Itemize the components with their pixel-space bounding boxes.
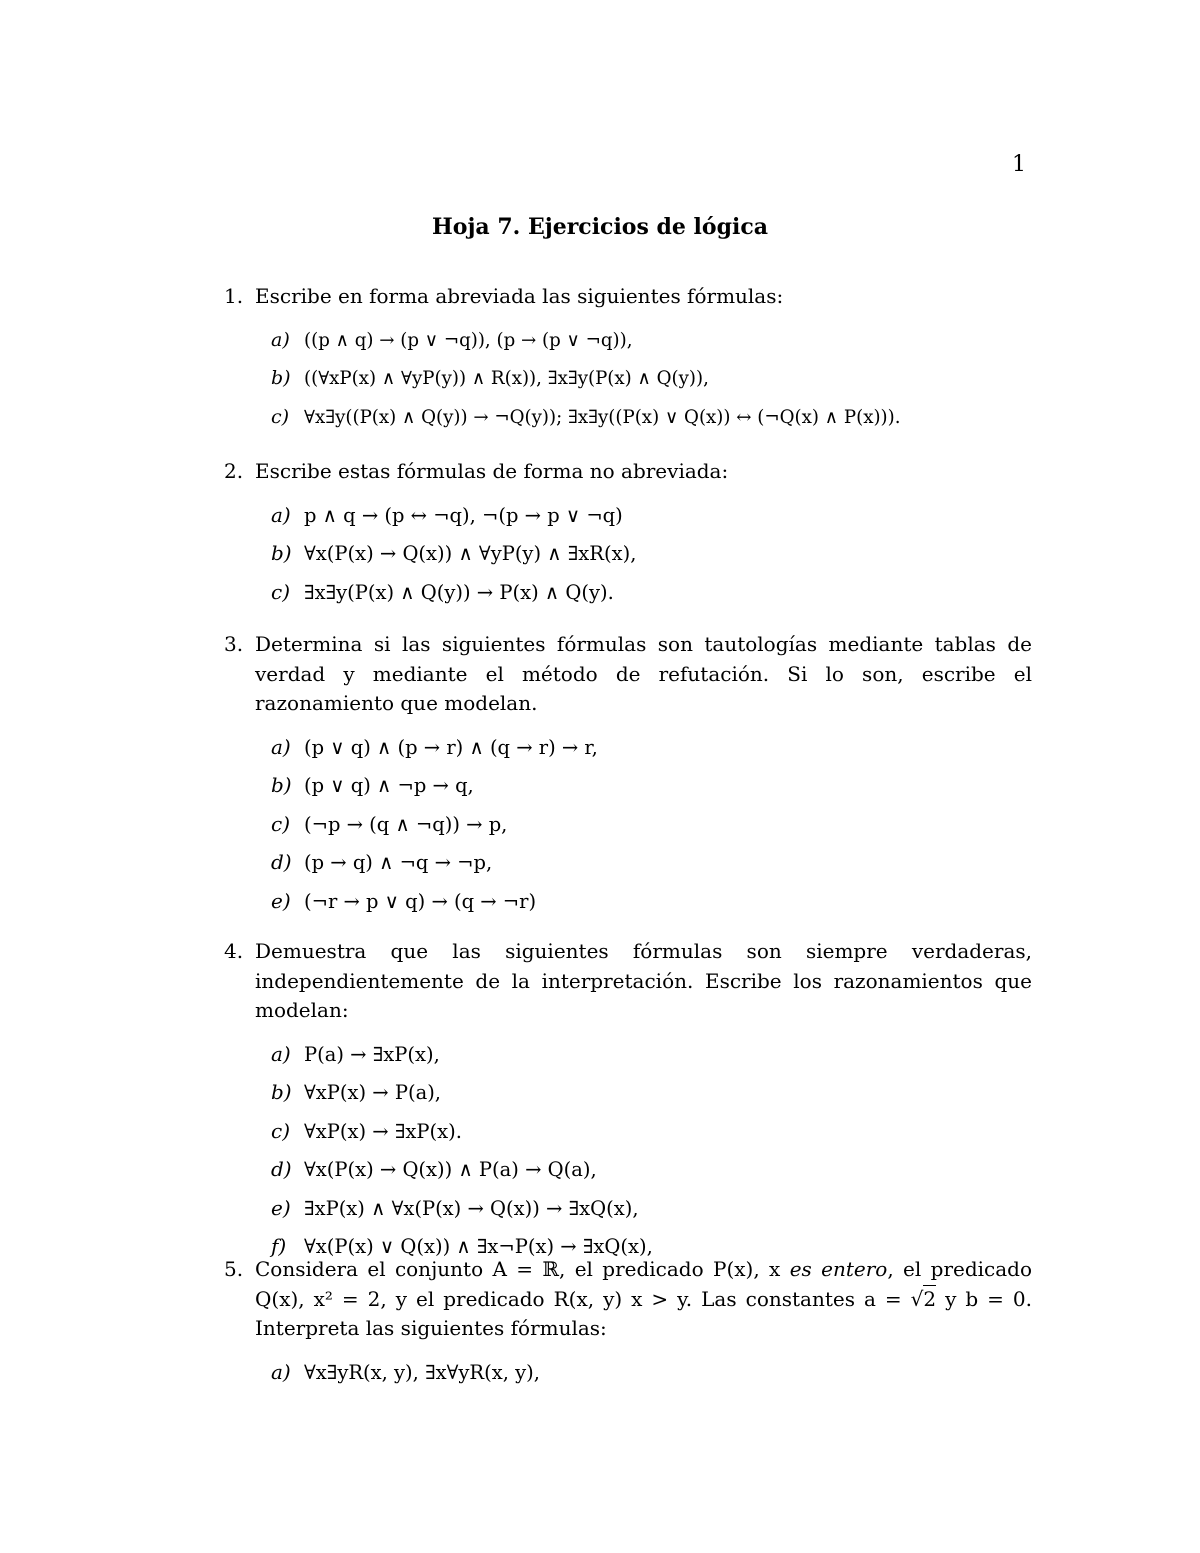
exercise-number: 3. [224, 632, 244, 656]
exercise-3 [224, 630, 1032, 925]
exercise-items [271, 501, 1032, 617]
list-item [271, 1117, 1032, 1156]
item-formula: ∀x(P(x) → Q(x)) ∧ P(a) → Q(a), [304, 1158, 597, 1181]
exercise-statement: Demuestra que las siguientes fórmulas son siempre verdaderas, independientemente de la interpretación. Escribe los razonamientos que modelan: [255, 939, 1032, 1022]
item-label: a) [271, 1359, 291, 1384]
item-label: c) [271, 405, 290, 428]
list-item [271, 1358, 1032, 1397]
list-item [271, 326, 1032, 365]
exercise-statement: Determina si las siguientes fórmulas son tautologías mediante tablas de verdad y mediante el método de refutación. Si lo son, escribe el razonamiento que modelan. [255, 632, 1032, 715]
item-label: e) [271, 888, 291, 913]
item-formula: (¬p → (q ∧ ¬q)) → p, [304, 812, 508, 836]
exercise-statement [255, 1255, 1032, 1344]
list-item [271, 887, 1032, 926]
statement-text: , el predicado Q(x), x² = 2, y el predicado R(x, y) x > y. Las constantes a = √ [255, 1257, 1033, 1311]
item-label: c) [271, 811, 291, 836]
item-formula: ((∀xP(x) ∧ ∀yP(y)) ∧ R(x)), ∃x∃y(P(x) ∧ Q(y)), [304, 368, 709, 389]
exercise-5 [224, 1255, 1032, 1396]
item-formula: (p → q) ∧ ¬q → ¬p, [304, 851, 493, 874]
exercise-items [271, 326, 1032, 442]
exercise-1 [224, 282, 1032, 441]
list-item [271, 539, 1032, 578]
item-label: d) [271, 1157, 292, 1181]
exercise-4 [224, 937, 1032, 1271]
item-label: b) [271, 773, 292, 797]
item-label: a) [271, 1041, 291, 1066]
item-label: f) [271, 1234, 287, 1258]
item-formula: ∀x(P(x) ∨ Q(x)) ∧ ∃x¬P(x) → ∃xQ(x), [304, 1235, 653, 1258]
item-formula: ((p ∧ q) → (p ∨ ¬q)), (p → (p ∨ ¬q)), [304, 329, 633, 351]
exercise-number: 4. [224, 939, 244, 963]
list-item [271, 1078, 1032, 1117]
list-item [271, 810, 1032, 849]
exercise-number: 2. [224, 459, 244, 483]
list-item [271, 501, 1032, 540]
exercise-number: 1. [224, 284, 244, 308]
item-formula: p ∧ q → (p ↔ ¬q), ¬(p → p ∨ ¬q) [304, 503, 623, 527]
item-formula: (¬r → p ∨ q) → (q → ¬r) [304, 889, 537, 913]
item-formula: ∀xP(x) → P(a), [304, 1081, 441, 1104]
list-item [271, 1040, 1032, 1079]
list-item [271, 364, 1032, 403]
sqrt-radicand: 2 [923, 1286, 937, 1311]
page-title: Hoja 7. Ejercicios de lógica [432, 214, 768, 240]
item-formula: P(a) → ∃xP(x), [304, 1042, 440, 1066]
exercise-items [271, 1358, 1032, 1397]
item-label: a) [271, 734, 291, 759]
exercise-number: 5. [224, 1257, 244, 1281]
item-label: a) [271, 328, 290, 351]
exercise-statement: Escribe estas fórmulas de forma no abreviada: [255, 459, 729, 483]
list-item [271, 578, 1032, 617]
exercise-items [271, 1040, 1032, 1271]
item-formula: ∃xP(x) ∧ ∀x(P(x) → Q(x)) → ∃xQ(x), [304, 1196, 639, 1220]
list-item [271, 771, 1032, 810]
item-formula: ∀x∃y((P(x) ∧ Q(y)) → ¬Q(y)); ∃x∃y((P(x) ∨ Q(x)) ↔ (¬Q(x) ∧ P(x))). [304, 406, 901, 428]
item-formula: ∃x∃y(P(x) ∧ Q(y)) → P(x) ∧ Q(y). [304, 580, 614, 604]
list-item [271, 848, 1032, 887]
statement-text: y b = 0. Interpreta las siguientes fórmulas: [255, 1286, 1032, 1340]
item-label: e) [271, 1195, 291, 1220]
statement-emphasis: es entero [789, 1257, 888, 1281]
item-formula: ∀x∃yR(x, y), ∃x∀yR(x, y), [304, 1360, 540, 1384]
item-label: b) [271, 1080, 292, 1104]
item-formula: ∀x(P(x) → Q(x)) ∧ ∀yP(y) ∧ ∃xR(x), [304, 542, 637, 565]
list-item [271, 1194, 1032, 1233]
list-item [271, 1155, 1032, 1194]
item-formula: (p ∨ q) ∧ (p → r) ∧ (q → r) → r, [304, 735, 598, 759]
page-number: 1 [1012, 152, 1026, 177]
list-item [271, 733, 1032, 772]
item-label: d) [271, 850, 292, 874]
item-label: c) [271, 1118, 291, 1143]
item-label: a) [271, 502, 291, 527]
exercise-items [271, 733, 1032, 926]
item-label: b) [271, 541, 292, 565]
list-item [271, 403, 1032, 442]
exercise-2 [224, 457, 1032, 616]
item-formula: ∀xP(x) → ∃xP(x). [304, 1119, 462, 1143]
item-label: c) [271, 579, 291, 604]
item-label: b) [271, 367, 291, 389]
item-formula: (p ∨ q) ∧ ¬p → q, [304, 774, 474, 797]
exercise-statement: Escribe en forma abreviada las siguientes fórmulas: [255, 284, 784, 308]
statement-text: Considera el conjunto A = ℝ, el predicado P(x), x [255, 1257, 790, 1281]
